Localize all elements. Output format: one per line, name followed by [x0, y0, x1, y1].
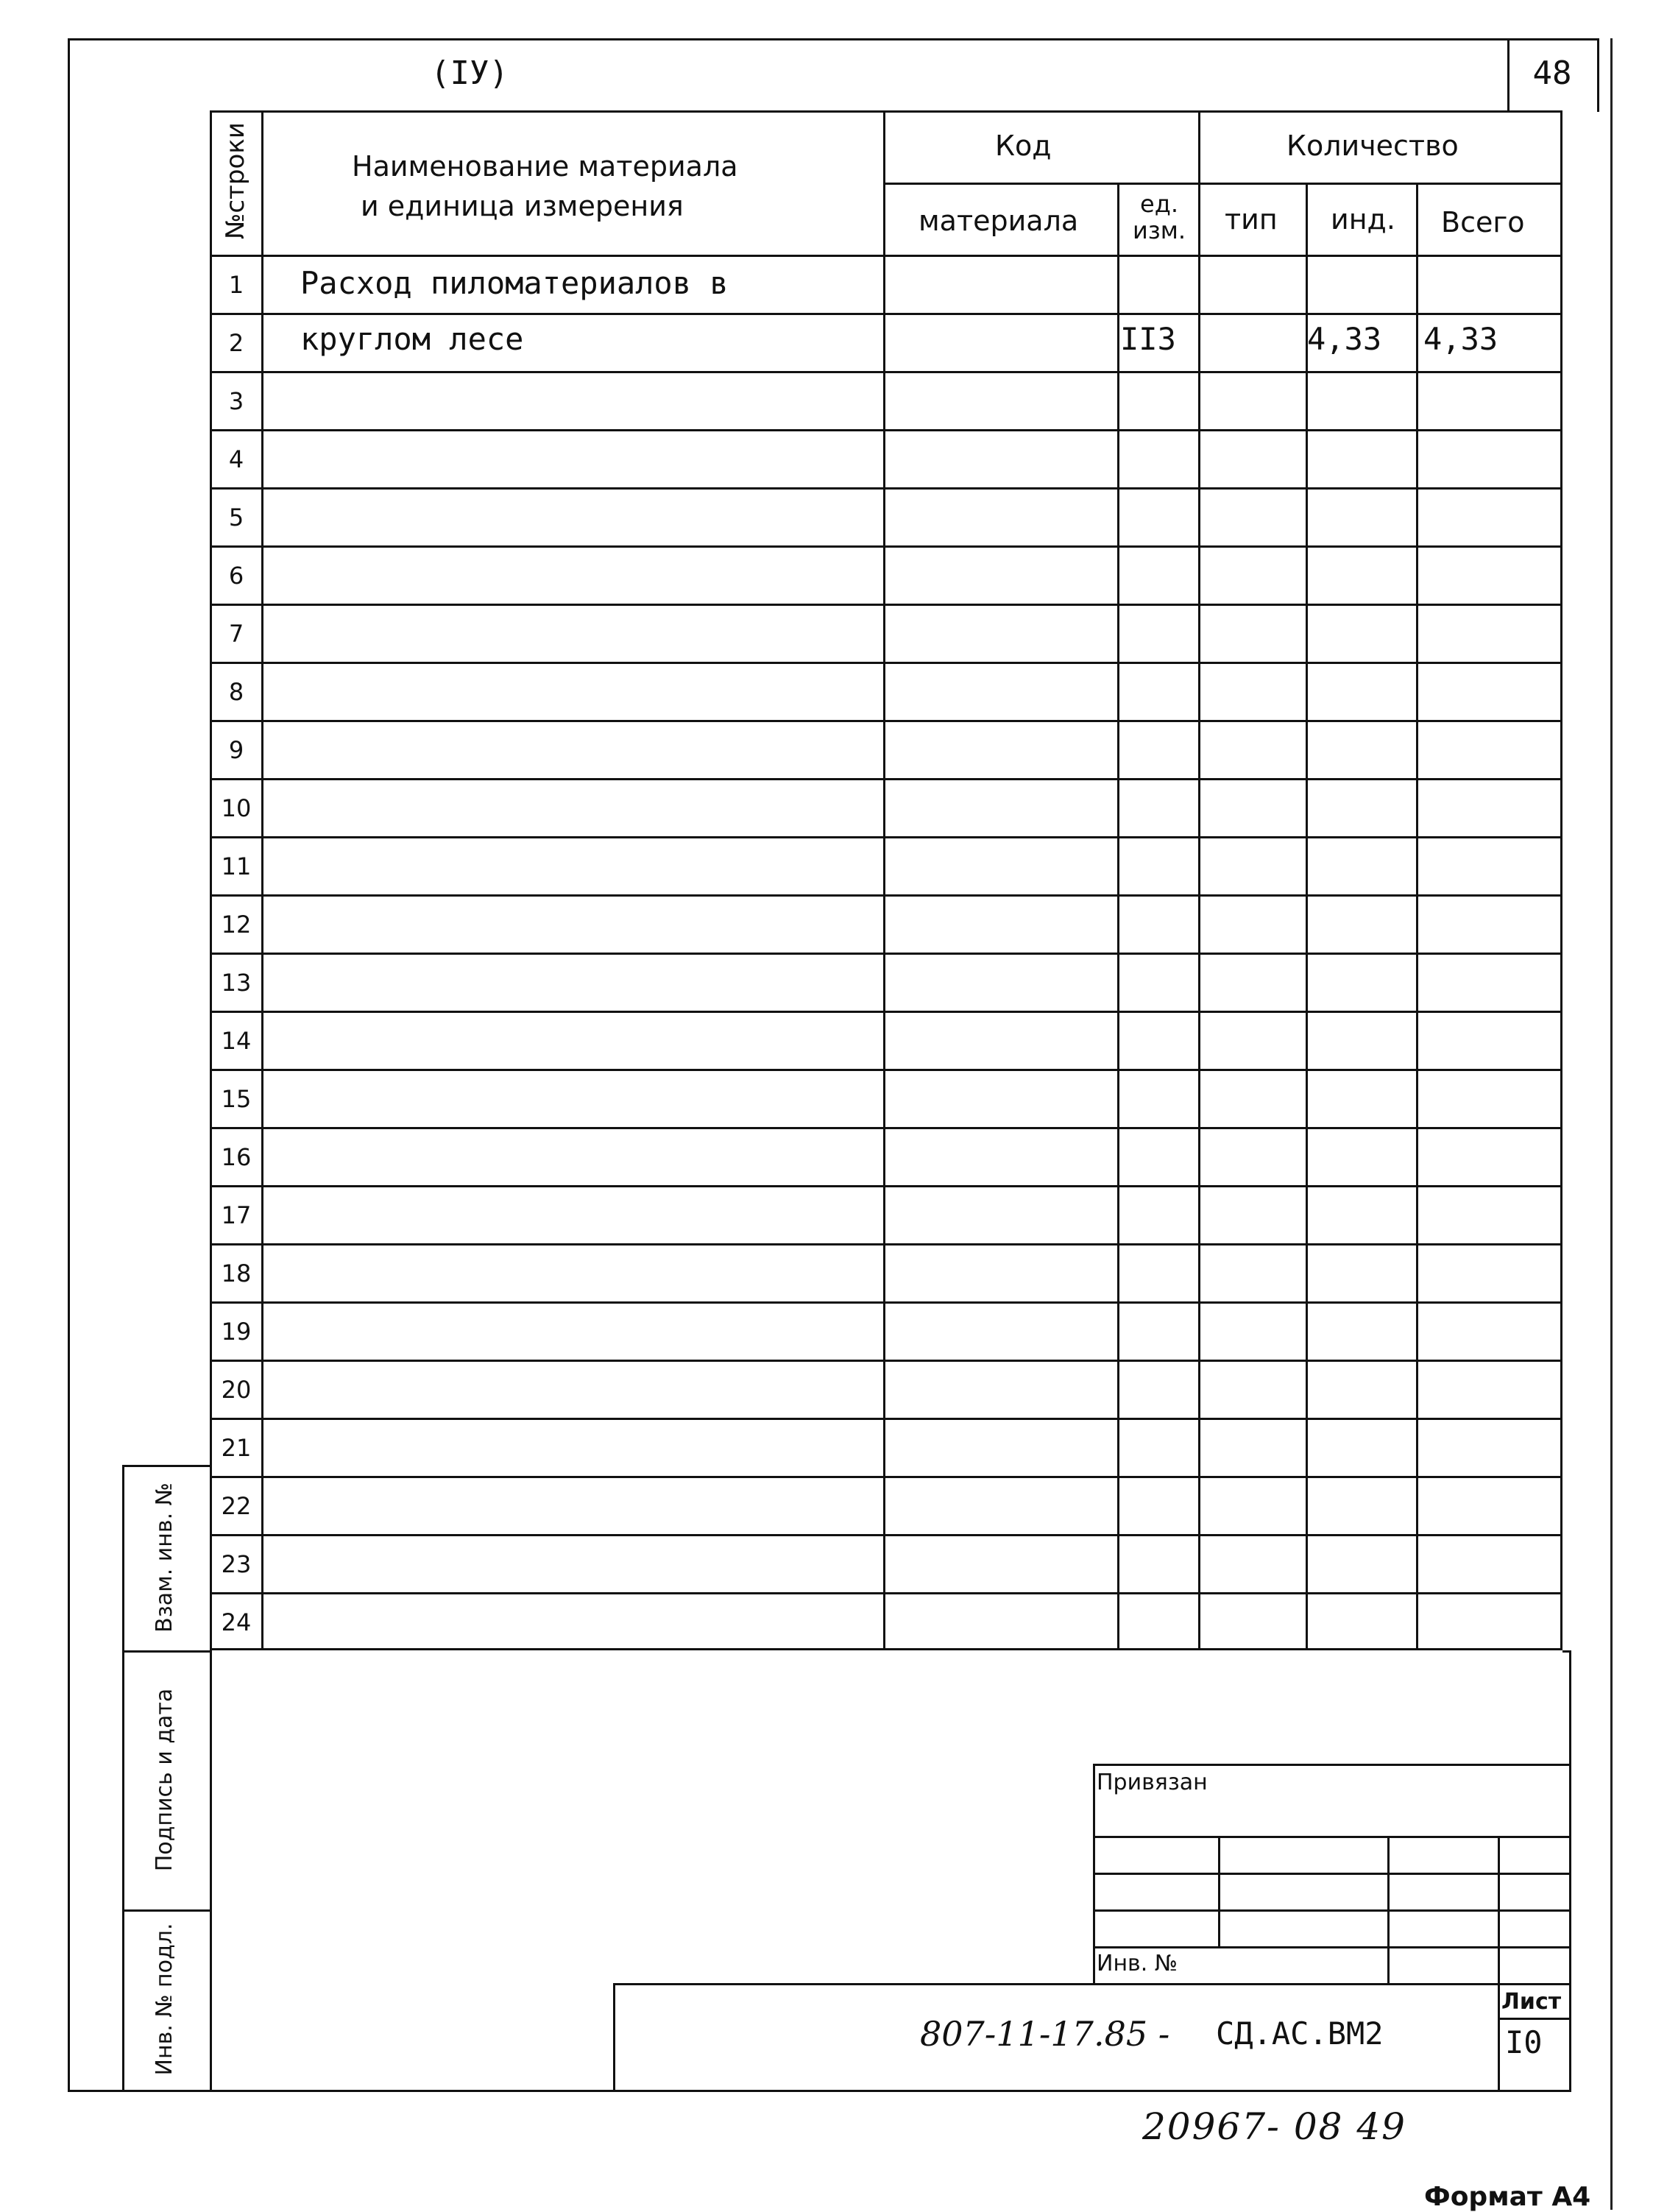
row-number: 19 — [221, 1318, 252, 1346]
row-number: 4 — [228, 445, 244, 473]
row-separator — [210, 429, 1562, 431]
row-ind: 4,33 — [1307, 321, 1382, 357]
row-number: 23 — [221, 1550, 252, 1578]
row-separator — [210, 1127, 1562, 1129]
qty-type-header: тип — [1225, 203, 1278, 236]
page-number: 48 — [1532, 54, 1572, 92]
row-number: 13 — [221, 969, 252, 997]
row-number: 17 — [221, 1201, 252, 1229]
name-header-line2: и единица измерения — [361, 190, 684, 222]
row-separator — [210, 1243, 1562, 1245]
row-separator — [210, 1069, 1562, 1071]
code-material-header: материала — [919, 205, 1079, 237]
row-number: 2 — [228, 329, 244, 357]
format-label: Формат А4 — [1424, 2182, 1591, 2212]
row-number: 24 — [221, 1608, 252, 1636]
row-total: 4,33 — [1423, 321, 1498, 357]
name-header-line1: Наименование материала — [352, 150, 738, 183]
footer-handwritten-number: 20967- 08 49 — [1142, 2105, 1406, 2148]
row-number: 6 — [228, 562, 244, 590]
stamp-designation-typed: СД.АС.ВМ2 — [1216, 2015, 1384, 2052]
row-number: 18 — [221, 1259, 252, 1287]
row-separator — [210, 836, 1562, 838]
row-separator — [210, 953, 1562, 955]
row-number: 20 — [221, 1376, 252, 1404]
row-number: 12 — [221, 911, 252, 939]
stamp-privyazan: Привязан — [1097, 1770, 1208, 1795]
row-number: 21 — [221, 1434, 252, 1462]
stamp-designation-handwritten: 807-11-17.85 - — [920, 2014, 1170, 2054]
row-number: 16 — [221, 1143, 252, 1171]
row-name: Расход пиломатериалов в — [300, 265, 729, 301]
row-separator — [210, 1592, 1562, 1594]
side-label-vzam-inv: Взам. инв. № — [152, 1483, 177, 1633]
row-separator — [210, 720, 1562, 722]
row-number: 5 — [228, 503, 244, 531]
row-separator — [210, 1360, 1562, 1362]
row-name: круглом лесе — [300, 321, 524, 357]
row-separator — [210, 604, 1562, 606]
row-separator — [210, 487, 1562, 490]
sheet-section-label: (IУ) — [431, 54, 509, 92]
side-label-inv-podl: Инв. № подл. — [152, 1923, 177, 2076]
code-unit-header-line2: изм. — [1132, 216, 1186, 244]
row-separator — [210, 662, 1562, 664]
row-separator — [210, 894, 1562, 897]
row-number: 1 — [228, 271, 244, 299]
row-number-header: №строки — [221, 122, 250, 239]
side-label-podpis-data: Подпись и дата — [152, 1688, 177, 1872]
row-separator — [210, 1418, 1562, 1420]
row-number: 10 — [221, 794, 252, 822]
row-number: 8 — [228, 678, 244, 706]
row-number: 15 — [221, 1085, 252, 1113]
row-separator — [210, 313, 1562, 315]
row-number: 9 — [228, 736, 244, 764]
qty-total-header: Всего — [1441, 206, 1525, 238]
qty-ind-header: инд. — [1331, 203, 1395, 236]
row-separator — [210, 371, 1562, 373]
stamp-inv-no: Инв. № — [1097, 1951, 1178, 1976]
quantity-header: Количество — [1286, 130, 1459, 162]
row-number: 11 — [221, 852, 252, 880]
code-header: Код — [995, 130, 1052, 162]
stamp-sheet-label: Лист — [1501, 1989, 1562, 2015]
code-unit-header-line1: ед. — [1140, 190, 1178, 218]
row-separator — [210, 778, 1562, 780]
row-unit: II3 — [1120, 321, 1176, 357]
row-separator — [210, 1011, 1562, 1013]
row-number: 3 — [228, 387, 244, 415]
row-separator — [210, 1185, 1562, 1187]
stamp-sheet-value: I0 — [1505, 2024, 1543, 2060]
row-separator — [210, 1301, 1562, 1304]
row-number: 22 — [221, 1492, 252, 1520]
row-number: 7 — [228, 620, 244, 648]
row-separator — [210, 545, 1562, 548]
row-separator — [210, 1476, 1562, 1478]
row-separator — [210, 1534, 1562, 1536]
row-number: 14 — [221, 1027, 252, 1055]
